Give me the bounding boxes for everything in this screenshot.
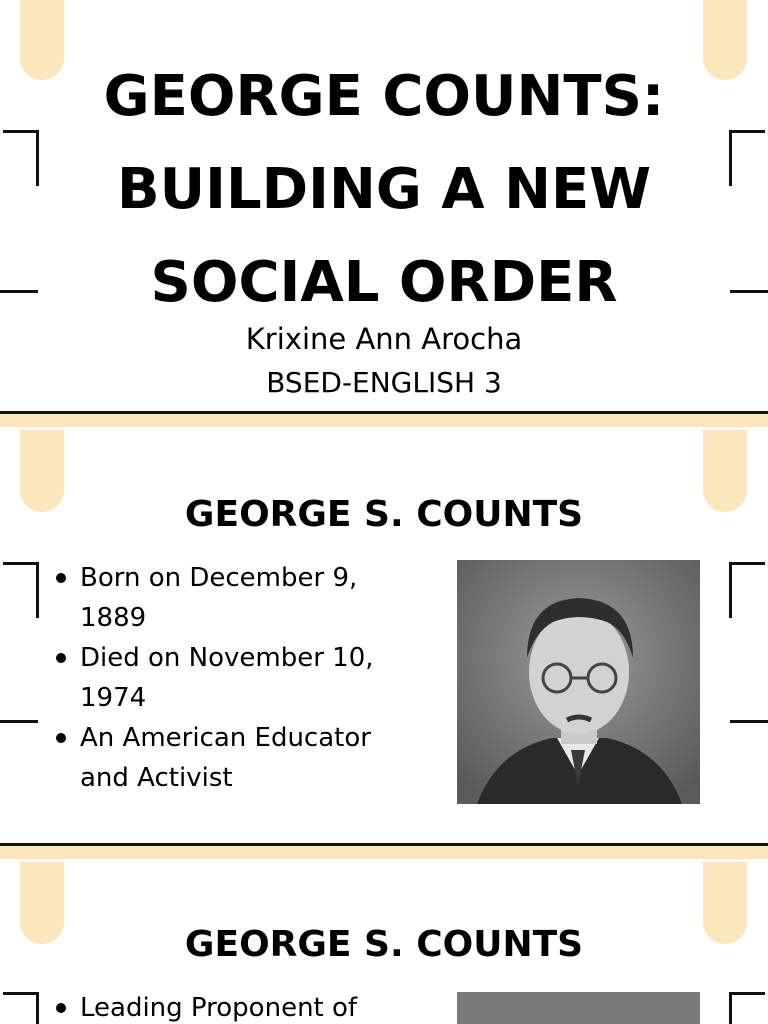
portrait-photo <box>457 560 700 804</box>
portrait-image-icon <box>457 992 700 1024</box>
list-item: Died on November 10, 1974 <box>54 638 424 718</box>
portrait-image-icon <box>457 560 700 804</box>
list-item: Leading Proponent of <box>54 988 424 1024</box>
corner-bracket <box>729 130 765 186</box>
author-name: Krixine Ann Arocha <box>245 322 523 356</box>
slide-heading: GEORGE S. COUNTS <box>184 494 584 535</box>
title-line: BUILDING A NEW <box>116 157 652 222</box>
decorative-line <box>0 290 38 293</box>
presentation-title <box>60 50 708 329</box>
title-line: GEORGE COUNTS: <box>103 64 665 129</box>
corner-bracket <box>3 992 39 1024</box>
decorative-tab <box>20 0 64 80</box>
list-item: Born on December 9, 1889 <box>54 558 424 638</box>
decorative-line <box>730 720 768 723</box>
slide-separator <box>0 411 768 427</box>
corner-bracket <box>729 992 765 1024</box>
course-label: BSED-ENGLISH 3 <box>266 366 502 399</box>
corner-bracket <box>3 130 39 186</box>
slide-biography <box>0 430 768 844</box>
decorative-tab <box>703 0 747 80</box>
slide-heading: GEORGE S. COUNTS <box>184 924 584 965</box>
slide-title <box>0 0 768 412</box>
title-line: SOCIAL ORDER <box>150 250 618 315</box>
portrait-photo <box>457 992 700 1024</box>
list-item: An American Educator and Activist <box>54 718 424 798</box>
slide-separator <box>0 843 768 859</box>
bullet-list <box>54 988 424 1024</box>
decorative-line <box>0 720 38 723</box>
decorative-line <box>730 290 768 293</box>
bullet-list <box>54 558 424 798</box>
corner-bracket <box>729 562 765 618</box>
slide-biography-continued <box>0 862 768 1024</box>
corner-bracket <box>3 562 39 618</box>
